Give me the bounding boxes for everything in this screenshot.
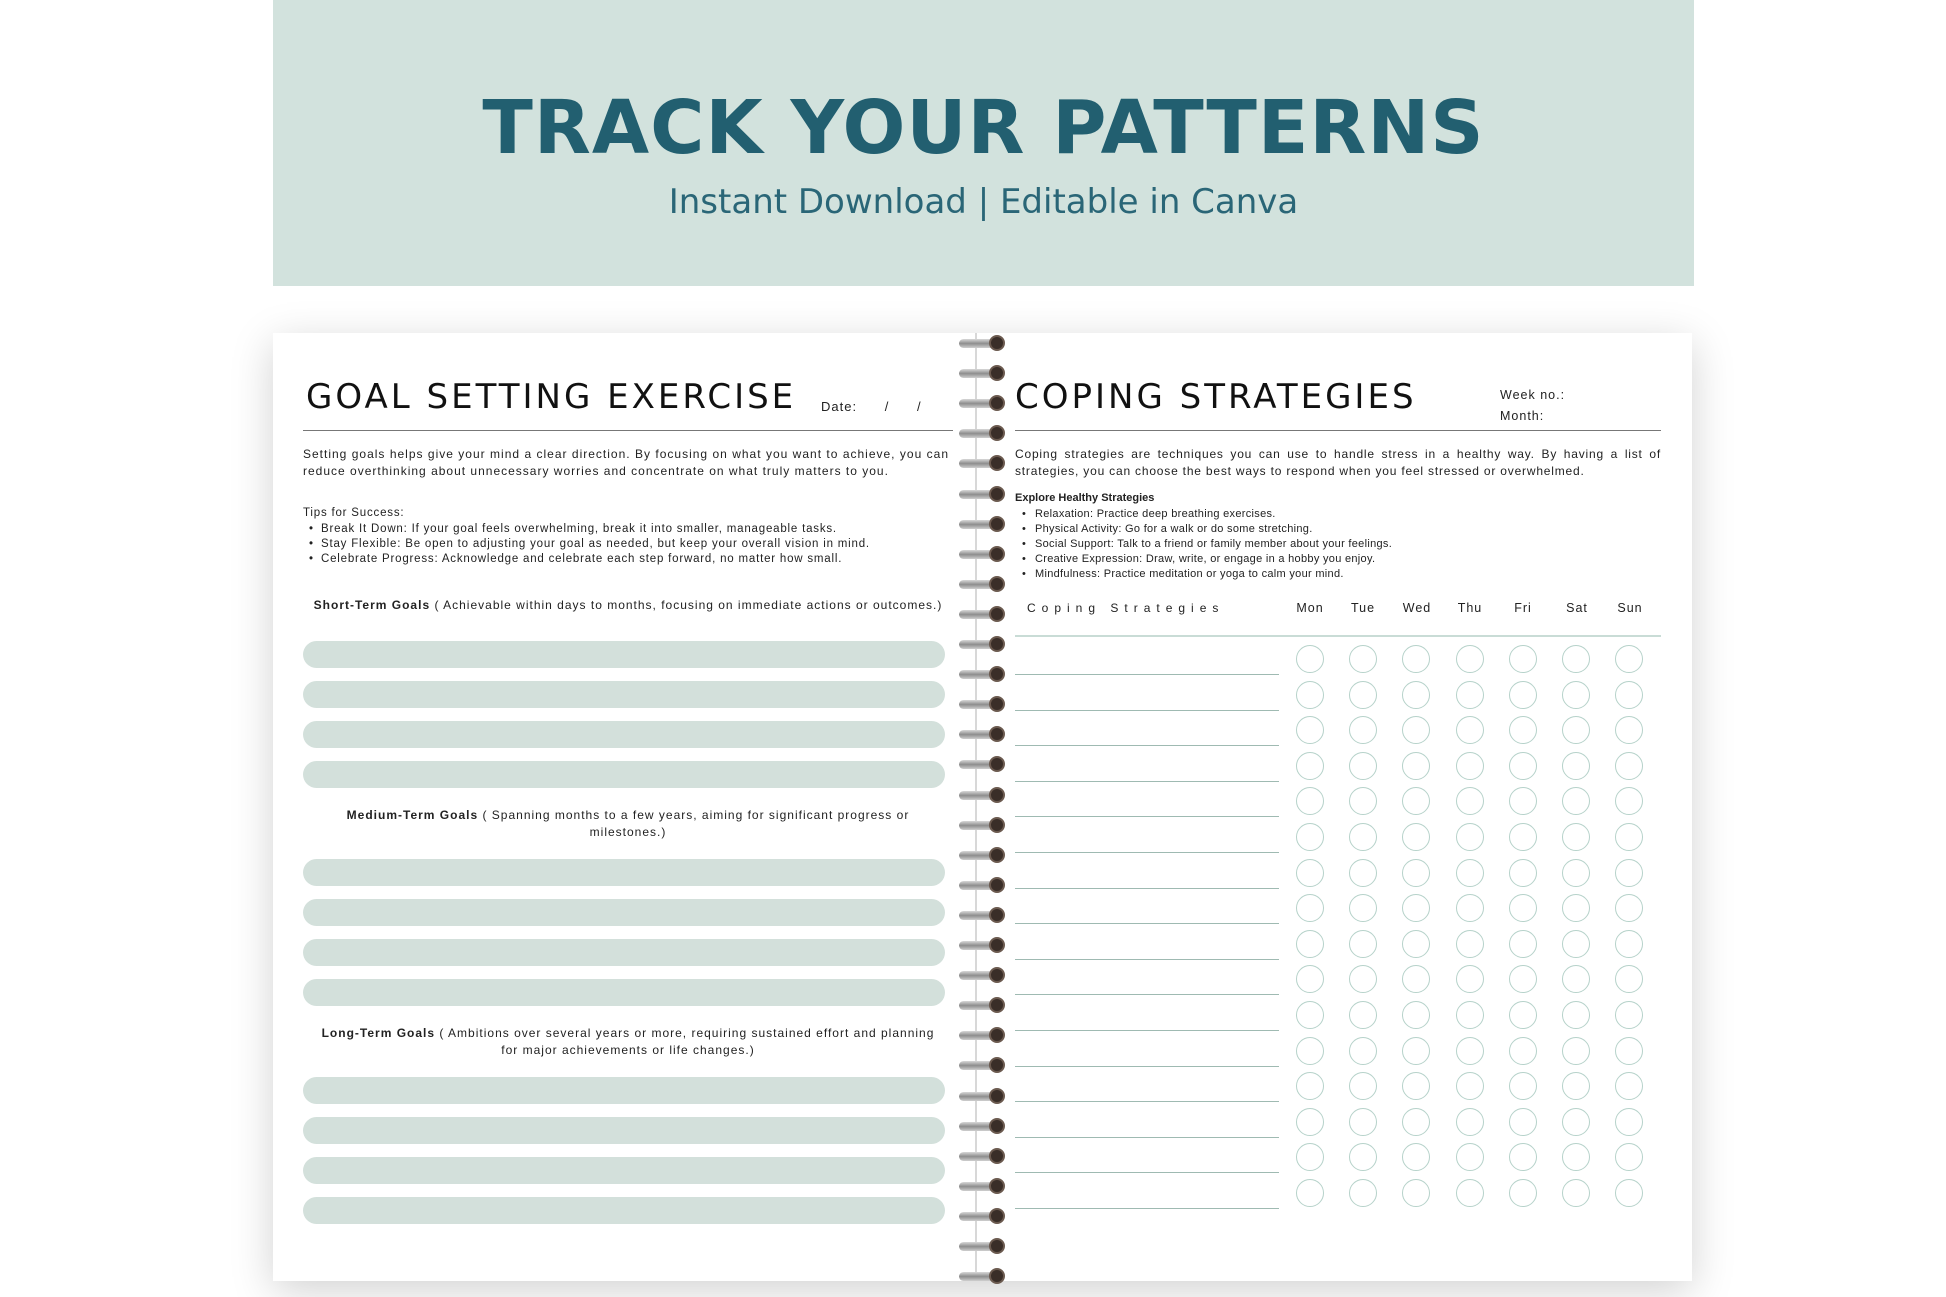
checkbox-sat[interactable]: [1562, 859, 1590, 887]
tip-item: • Stay Flexible: Be open to adjusting your goal as needed, but keep your overall vision in mind.: [303, 537, 953, 552]
checkbox-sun[interactable]: [1615, 1001, 1643, 1029]
medium-term-goal-field[interactable]: [303, 859, 945, 886]
strategy-entry-line[interactable]: [1015, 994, 1279, 995]
checkbox-wed[interactable]: [1402, 716, 1430, 744]
checkbox-sun[interactable]: [1615, 787, 1643, 815]
strategy-entry-line[interactable]: [1015, 888, 1279, 889]
checkbox-sat[interactable]: [1562, 823, 1590, 851]
checkbox-thu[interactable]: [1456, 752, 1484, 780]
day-header-wed: Wed: [1402, 601, 1432, 615]
checkbox-sat[interactable]: [1562, 645, 1590, 673]
checkbox-thu[interactable]: [1456, 859, 1484, 887]
checkbox-fri[interactable]: [1509, 859, 1537, 887]
checkbox-sat[interactable]: [1562, 1108, 1590, 1136]
checkbox-sat[interactable]: [1562, 930, 1590, 958]
checkbox-sun[interactable]: [1615, 823, 1643, 851]
short-term-goal-field[interactable]: [303, 761, 945, 788]
checkbox-mon[interactable]: [1296, 1001, 1324, 1029]
strategy-entry-line[interactable]: [1015, 1030, 1279, 1031]
checkbox-thu[interactable]: [1456, 1037, 1484, 1065]
planner-spread: [273, 333, 1692, 1281]
checkbox-tue[interactable]: [1349, 823, 1377, 851]
short-term-goal-field[interactable]: [303, 681, 945, 708]
strategy-entry-line[interactable]: [1015, 1172, 1279, 1173]
strategy-entry-line[interactable]: [1015, 816, 1279, 817]
checkbox-mon[interactable]: [1296, 716, 1324, 744]
checkbox-sat[interactable]: [1562, 787, 1590, 815]
checkbox-mon[interactable]: [1296, 1108, 1324, 1136]
checkbox-sun[interactable]: [1615, 645, 1643, 673]
intro-text: Setting goals helps give your mind a clear direction. By focusing on what you want to achieve, you can reduce overthinking about unnecessary worries and concentrate on what truly matters to you.: [303, 447, 949, 478]
medium-term-goal-field[interactable]: [303, 939, 945, 966]
checkbox-mon[interactable]: [1296, 1037, 1324, 1065]
binding-ring: [959, 817, 1003, 833]
binding-ring: [959, 636, 1003, 652]
strategy-item: • Mindfulness: Practice meditation or yoga to calm your mind.: [1015, 567, 1655, 582]
binding-ring: [959, 546, 1003, 562]
long-term-heading: [303, 1025, 953, 1059]
long-term-goal-field[interactable]: [303, 1197, 945, 1224]
checkbox-mon[interactable]: [1296, 787, 1324, 815]
checkbox-mon[interactable]: [1296, 1143, 1324, 1171]
binding-ring: [959, 606, 1003, 622]
checkbox-sat[interactable]: [1562, 1179, 1590, 1207]
checkbox-sat[interactable]: [1562, 1001, 1590, 1029]
medium-term-goal-field[interactable]: [303, 899, 945, 926]
binding-ring: [959, 455, 1003, 471]
checkbox-fri[interactable]: [1509, 965, 1537, 993]
checkbox-fri[interactable]: [1509, 681, 1537, 709]
strategy-entry-line[interactable]: [1015, 674, 1279, 675]
binding-ring: [959, 576, 1003, 592]
checkbox-tue[interactable]: [1349, 1108, 1377, 1136]
date-field[interactable]: Date: / /: [821, 399, 922, 414]
binding-ring: [959, 967, 1003, 983]
checkbox-wed[interactable]: [1402, 1072, 1430, 1100]
header-banner: [273, 0, 1694, 286]
checkbox-fri[interactable]: [1509, 645, 1537, 673]
checkbox-mon[interactable]: [1296, 1072, 1324, 1100]
checkbox-wed[interactable]: [1402, 930, 1430, 958]
strategy-entry-line[interactable]: [1015, 710, 1279, 711]
checkbox-mon[interactable]: [1296, 681, 1324, 709]
tracker-column-label: Coping Strategies: [1027, 601, 1225, 615]
coping-strategies-page: [1001, 333, 1692, 1281]
strategy-entry-line[interactable]: [1015, 1137, 1279, 1138]
binding-crease: [975, 333, 977, 1281]
checkbox-sun[interactable]: [1615, 1179, 1643, 1207]
checkbox-tue[interactable]: [1349, 965, 1377, 993]
checkbox-wed[interactable]: [1402, 1037, 1430, 1065]
checkbox-thu[interactable]: [1456, 681, 1484, 709]
day-header-sun: Sun: [1617, 601, 1643, 615]
binding-ring: [959, 696, 1003, 712]
checkbox-thu[interactable]: [1456, 716, 1484, 744]
goal-setting-page: [273, 333, 963, 1281]
checkbox-sun[interactable]: [1615, 859, 1643, 887]
checkbox-sat[interactable]: [1562, 716, 1590, 744]
checkbox-tue[interactable]: [1349, 1143, 1377, 1171]
binding-ring: [959, 937, 1003, 953]
checkbox-wed[interactable]: [1402, 752, 1430, 780]
page-title: COPING STRATEGIES: [1015, 377, 1417, 417]
checkbox-tue[interactable]: [1349, 859, 1377, 887]
day-header-thu: Thu: [1457, 601, 1483, 615]
page-title: GOAL SETTING EXERCISE: [306, 377, 797, 417]
checkbox-tue[interactable]: [1349, 752, 1377, 780]
checkbox-sun[interactable]: [1615, 1037, 1643, 1065]
long-term-desc: ( Ambitions over several years or more, requiring sustained effort and planning for major achievements or life changes.): [435, 1026, 935, 1057]
month-field[interactable]: Month:: [1500, 409, 1545, 423]
medium-term-label: Medium-Term Goals: [346, 808, 479, 822]
binding-ring: [959, 365, 1003, 381]
long-term-label: Long-Term Goals: [321, 1026, 436, 1040]
checkbox-fri[interactable]: [1509, 823, 1537, 851]
checkbox-mon[interactable]: [1296, 859, 1324, 887]
checkbox-sun[interactable]: [1615, 965, 1643, 993]
checkbox-thu[interactable]: [1456, 823, 1484, 851]
day-header-sat: Sat: [1566, 601, 1588, 615]
checkbox-wed[interactable]: [1402, 823, 1430, 851]
long-term-goal-field[interactable]: [303, 1157, 945, 1184]
checkbox-wed[interactable]: [1402, 1143, 1430, 1171]
strategy-item: • Creative Expression: Draw, write, or engage in a hobby you enjoy.: [1015, 552, 1655, 567]
binding-ring: [959, 1238, 1003, 1254]
checkbox-fri[interactable]: [1509, 716, 1537, 744]
short-term-goal-field[interactable]: [303, 641, 945, 668]
medium-term-desc: ( Spanning months to a few years, aiming for significant progress or milestones.): [478, 808, 910, 839]
checkbox-wed[interactable]: [1402, 1179, 1430, 1207]
checkbox-sat[interactable]: [1562, 1072, 1590, 1100]
checkbox-sat[interactable]: [1562, 965, 1590, 993]
checkbox-tue[interactable]: [1349, 1179, 1377, 1207]
week-month-fields: [1500, 385, 1565, 427]
checkbox-wed[interactable]: [1402, 965, 1430, 993]
checkbox-sat[interactable]: [1562, 1037, 1590, 1065]
strategy-item: • Physical Activity: Go for a walk or do some stretching.: [1015, 522, 1655, 537]
checkbox-tue[interactable]: [1349, 681, 1377, 709]
checkbox-wed[interactable]: [1402, 894, 1430, 922]
checkbox-mon[interactable]: [1296, 823, 1324, 851]
strategy-entry-line[interactable]: [1015, 923, 1279, 924]
checkbox-mon[interactable]: [1296, 1179, 1324, 1207]
binding-ring: [959, 1027, 1003, 1043]
strategy-item: • Social Support: Talk to a friend or family member about your feelings.: [1015, 537, 1655, 552]
medium-term-goal-field[interactable]: [303, 979, 945, 1006]
binding-ring: [959, 1057, 1003, 1073]
strategy-entry-line[interactable]: [1015, 852, 1279, 853]
spiral-binding: [959, 333, 1005, 1281]
checkbox-wed[interactable]: [1402, 1001, 1430, 1029]
checkbox-thu[interactable]: [1456, 965, 1484, 993]
checkbox-mon[interactable]: [1296, 645, 1324, 673]
binding-ring: [959, 1118, 1003, 1134]
banner-subtitle: Instant Download | Editable in Canva: [668, 182, 1299, 222]
checkbox-sat[interactable]: [1562, 752, 1590, 780]
binding-ring: [959, 1268, 1003, 1284]
checkbox-tue[interactable]: [1349, 716, 1377, 744]
binding-ring: [959, 666, 1003, 682]
checkbox-tue[interactable]: [1349, 1001, 1377, 1029]
checkbox-wed[interactable]: [1402, 859, 1430, 887]
checkbox-fri[interactable]: [1509, 752, 1537, 780]
intro-text: Coping strategies are techniques you can use to handle stress in a healthy way. By having a list of strategies, you can choose the best ways to respond when you feel stressed or overwhelmed.: [1015, 447, 1661, 478]
checkbox-sat[interactable]: [1562, 894, 1590, 922]
checkbox-mon[interactable]: [1296, 894, 1324, 922]
checkbox-sun[interactable]: [1615, 930, 1643, 958]
binding-ring: [959, 1208, 1003, 1224]
binding-ring: [959, 756, 1003, 772]
day-header-fri: Fri: [1514, 601, 1532, 615]
checkbox-thu[interactable]: [1456, 1072, 1484, 1100]
checkbox-thu[interactable]: [1456, 930, 1484, 958]
long-term-goal-field[interactable]: [303, 1077, 945, 1104]
checkbox-fri[interactable]: [1509, 894, 1537, 922]
binding-ring: [959, 1148, 1003, 1164]
checkbox-tue[interactable]: [1349, 930, 1377, 958]
binding-ring: [959, 1178, 1003, 1194]
tracker-divider: [1015, 635, 1661, 637]
strategy-entry-line[interactable]: [1015, 745, 1279, 746]
checkbox-sun[interactable]: [1615, 1108, 1643, 1136]
checkbox-wed[interactable]: [1402, 645, 1430, 673]
checkbox-thu[interactable]: [1456, 787, 1484, 815]
checkbox-wed[interactable]: [1402, 681, 1430, 709]
checkbox-sun[interactable]: [1615, 716, 1643, 744]
strategy-entry-line[interactable]: [1015, 781, 1279, 782]
binding-ring: [959, 997, 1003, 1013]
day-header-mon: Mon: [1296, 601, 1324, 615]
checkbox-fri[interactable]: [1509, 1143, 1537, 1171]
checkbox-mon[interactable]: [1296, 965, 1324, 993]
checkbox-fri[interactable]: [1509, 1072, 1537, 1100]
checkbox-tue[interactable]: [1349, 1072, 1377, 1100]
checkbox-mon[interactable]: [1296, 930, 1324, 958]
explore-heading: Explore Healthy Strategies: [1015, 492, 1155, 504]
checkbox-sat[interactable]: [1562, 1143, 1590, 1171]
long-term-goal-field[interactable]: [303, 1117, 945, 1144]
checkbox-fri[interactable]: [1509, 787, 1537, 815]
checkbox-fri[interactable]: [1509, 930, 1537, 958]
day-header-tue: Tue: [1350, 601, 1376, 615]
binding-ring: [959, 726, 1003, 742]
checkbox-sun[interactable]: [1615, 894, 1643, 922]
short-term-goal-field[interactable]: [303, 721, 945, 748]
checkbox-sun[interactable]: [1615, 1143, 1643, 1171]
binding-ring: [959, 907, 1003, 923]
short-term-label: Short-Term Goals: [313, 598, 431, 612]
tip-item: • Break It Down: If your goal feels overwhelming, break it into smaller, manageable tasks.: [303, 522, 953, 537]
strategy-entry-line[interactable]: [1015, 1208, 1279, 1209]
checkbox-wed[interactable]: [1402, 787, 1430, 815]
strategies-list: [1015, 507, 1655, 582]
checkbox-fri[interactable]: [1509, 1001, 1537, 1029]
checkbox-fri[interactable]: [1509, 1179, 1537, 1207]
checkbox-mon[interactable]: [1296, 752, 1324, 780]
checkbox-thu[interactable]: [1456, 894, 1484, 922]
tip-item: • Celebrate Progress: Acknowledge and celebrate each step forward, no matter how small.: [303, 552, 953, 567]
tips-heading: Tips for Success:: [303, 507, 405, 519]
checkbox-thu[interactable]: [1456, 1001, 1484, 1029]
binding-ring: [959, 877, 1003, 893]
title-divider: [303, 430, 953, 431]
binding-ring: [959, 486, 1003, 502]
checkbox-sat[interactable]: [1562, 681, 1590, 709]
checkbox-wed[interactable]: [1402, 1108, 1430, 1136]
checkbox-tue[interactable]: [1349, 787, 1377, 815]
checkbox-sun[interactable]: [1615, 752, 1643, 780]
binding-ring: [959, 847, 1003, 863]
binding-ring: [959, 395, 1003, 411]
binding-ring: [959, 335, 1003, 351]
short-term-desc: ( Achievable within days to months, focusing on immediate actions or outcomes.): [430, 598, 943, 612]
binding-ring: [959, 1088, 1003, 1104]
strategy-item: • Relaxation: Practice deep breathing exercises.: [1015, 507, 1655, 522]
title-divider: [1015, 430, 1661, 431]
checkbox-sun[interactable]: [1615, 1072, 1643, 1100]
binding-ring: [959, 787, 1003, 803]
medium-term-heading: [303, 807, 953, 841]
checkbox-tue[interactable]: [1349, 645, 1377, 673]
strategy-entry-line[interactable]: [1015, 959, 1279, 960]
checkbox-tue[interactable]: [1349, 1037, 1377, 1065]
checkbox-thu[interactable]: [1456, 1143, 1484, 1171]
checkbox-tue[interactable]: [1349, 894, 1377, 922]
strategy-entry-line[interactable]: [1015, 1066, 1279, 1067]
strategy-entry-line[interactable]: [1015, 1101, 1279, 1102]
checkbox-thu[interactable]: [1456, 1179, 1484, 1207]
checkbox-thu[interactable]: [1456, 1108, 1484, 1136]
checkbox-thu[interactable]: [1456, 645, 1484, 673]
short-term-heading: [303, 597, 953, 614]
binding-ring: [959, 516, 1003, 532]
checkbox-sun[interactable]: [1615, 681, 1643, 709]
binding-ring: [959, 425, 1003, 441]
banner-title: TRACK YOUR PATTERNS: [482, 85, 1485, 171]
checkbox-fri[interactable]: [1509, 1037, 1537, 1065]
checkbox-fri[interactable]: [1509, 1108, 1537, 1136]
tips-list: [303, 522, 953, 567]
week-field[interactable]: Week no.:: [1500, 388, 1566, 402]
